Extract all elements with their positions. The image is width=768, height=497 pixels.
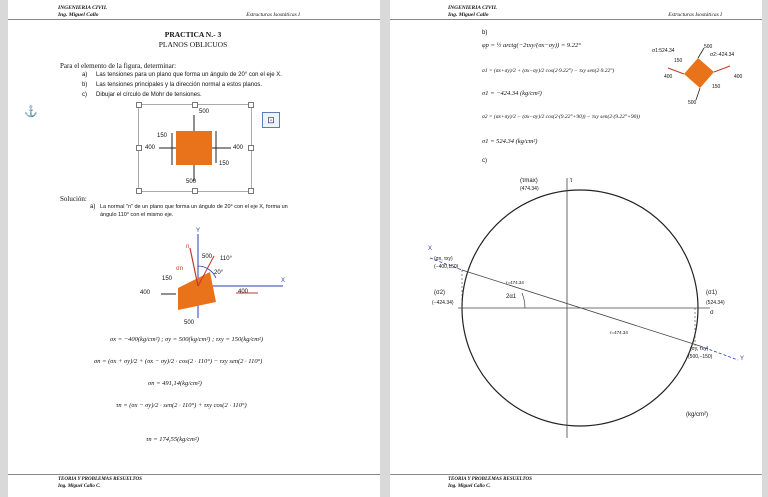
result-sigma-1: σ1 = −424.34 (kg/cm²) <box>482 90 542 97</box>
mini-val-400b: 400 <box>734 74 743 80</box>
x-face-label: X <box>428 246 433 252</box>
item-c-text: Dibujar el círculo de Mohr de tensiones. <box>96 92 202 98</box>
mini-val-150a: 150 <box>674 58 683 64</box>
figure-2 <box>128 228 288 332</box>
figure-1-frame[interactable] <box>138 104 252 192</box>
fig2-bottom-value: 500 <box>184 320 195 326</box>
header-author: Ing. Miguel Callo <box>448 12 489 18</box>
radius-label-2: r=474.34 <box>610 330 628 335</box>
section-c-tag: c) <box>482 158 487 164</box>
header-course: Estructuras Isostáticas I <box>668 12 722 18</box>
mini-val-400a: 400 <box>664 74 673 80</box>
fig2-angle-110: 110° <box>220 256 232 262</box>
page-footer <box>390 474 762 489</box>
fig1-shear-b: 150 <box>219 161 230 167</box>
equation-sigma-1: σ1 = (σx+σy)/2 + (σx−σy)/2 cos(2·9.22°) − τxy sen(2·9.22°) <box>482 68 615 74</box>
item-b-tag: b) <box>82 82 88 88</box>
fig2-right-value: 400 <box>238 289 249 295</box>
fig1-bottom-label: 500 <box>186 179 197 185</box>
figure-2-drawing <box>128 228 288 332</box>
result-tau-n: τn = 174,55(kg/cm²) <box>146 436 199 443</box>
equation-sigma-2: σ2 = (σx+σy)/2 − (σx−σy)/2 cos(2·(9.22°+90)) − τxy sen(2·(9.22°+90)) <box>482 114 641 120</box>
fig1-top-label: 500 <box>199 109 210 115</box>
practice-subtitle: PLANOS OBLICUOS <box>158 40 228 49</box>
header-org: INGENIERIA CIVIL <box>448 5 498 11</box>
equation-phi-p: φp = ½ arctg(−2τxy/(σx−σy)) = 9.22° <box>482 42 581 49</box>
item-b-text: Las tensiones principales y la dirección normal a estos planos. <box>96 82 263 88</box>
practice-title: PRACTICA N.- 3 <box>164 30 222 39</box>
left-page <box>8 0 380 497</box>
fig2-x-axis: X <box>281 278 286 284</box>
sol-a-line2: ángulo 110° con el mismo eje. <box>100 212 174 218</box>
fig1-right-label: 400 <box>233 145 244 151</box>
result-sigma-2: σ1 = 524.34 (kg/cm²) <box>482 138 538 145</box>
section-b-tag: b) <box>482 30 488 36</box>
right-page <box>390 0 762 497</box>
page-header <box>8 3 380 20</box>
point-y-label: (σy, τxy) <box>690 346 709 352</box>
sigma1-label: (σ1) <box>706 290 718 296</box>
header-org: INGENIERIA CIVIL <box>58 5 108 11</box>
footer-line2: Ing. Miguel Callo C. <box>448 484 491 489</box>
item-c-tag: c) <box>82 92 87 98</box>
mini-sigma1-label: σ1:524.34 <box>652 48 675 54</box>
mohr-circle-figure <box>420 170 760 440</box>
angle-2alpha-label: 2α1 <box>506 294 517 300</box>
radius-label-1: r=474.34 <box>506 280 524 285</box>
sol-a-tag: a) <box>90 204 96 210</box>
fig2-y-axis: Y <box>196 228 201 234</box>
fig2-shear-value: 150 <box>162 276 173 282</box>
fig2-angle-20: 20° <box>214 270 224 276</box>
sigma1-value: (524.34) <box>706 300 725 306</box>
header-course: Estructuras Isostáticas I <box>246 12 300 18</box>
fig2-sigma-label: σn <box>176 266 184 272</box>
fig1-left-label: 400 <box>145 145 156 151</box>
page-footer <box>8 474 380 489</box>
sigma2-label: (σ2) <box>434 290 446 296</box>
point-x-label: (σx, τxy) <box>434 256 453 262</box>
point-y-value: (500,−150) <box>688 354 713 360</box>
footer-line1: TEORIA Y PROBLEMAS RESUELTOS <box>58 477 142 482</box>
mini-sigma2-label: σ2:-424.34 <box>710 52 735 58</box>
sigma2-value: (−424.34) <box>432 300 454 306</box>
equation-given: σx = −400(kg/cm²) ; σy = 500(kg/cm²) ; τxy = 150(kg/cm²) <box>110 336 264 343</box>
mini-val-150b: 150 <box>712 84 721 90</box>
item-a-tag: a) <box>82 72 88 78</box>
sol-a-line1: La normal "n" de un plano que forma un ángulo de 20° con el eje X, forma un <box>100 204 288 210</box>
mini-val-500b: 500 <box>688 100 697 106</box>
fig1-shear-a: 150 <box>157 133 168 139</box>
tau-axis-label: τ <box>570 178 573 184</box>
point-x-value: (−400,150) <box>434 264 459 270</box>
tau-max-value: (474.34) <box>520 186 539 192</box>
anchor-icon[interactable]: ⚓ <box>24 106 38 118</box>
equation-tau-n: τn = (σx − σy)/2 · sen(2 · 110°) + τxy cos(2 · 110°) <box>116 402 247 409</box>
page-header <box>390 3 762 20</box>
footer-line1: TEORIA Y PROBLEMAS RESUELTOS <box>448 477 532 482</box>
problem-intro: Para el elemento de la figura, determinar: <box>60 62 177 70</box>
stress-element <box>176 131 212 165</box>
item-a-text: Las tensiones para un plano que forma un ángulo de 20° con el eje X. <box>96 72 282 78</box>
principal-element-figure <box>652 44 752 108</box>
fig2-top-value: 500 <box>202 254 213 260</box>
footer-line2: Ing. Miguel Callo C. <box>58 484 101 489</box>
mini-val-500: 500 <box>704 44 713 50</box>
equation-sigma-n: σn = (σx + σy)/2 + (σx − σy)/2 · cos(2 · 110°) − τxy sen(2 · 110°) <box>94 358 263 365</box>
fig2-normal-label: n <box>186 244 190 250</box>
sigma-axis-label: σ <box>710 310 714 316</box>
fig2-left-value: 400 <box>140 290 151 296</box>
result-sigma-n: σn = 491,14(kg/cm²) <box>148 380 202 387</box>
header-author: Ing. Miguel Callo <box>58 12 99 18</box>
layout-options-button[interactable]: ⊡ <box>262 112 280 128</box>
tau-max-label: (τmax) <box>520 178 538 184</box>
solution-label: Solución: <box>60 195 87 203</box>
unit-label: (kg/cm²) <box>686 412 708 418</box>
y-face-label: Y <box>740 356 745 362</box>
